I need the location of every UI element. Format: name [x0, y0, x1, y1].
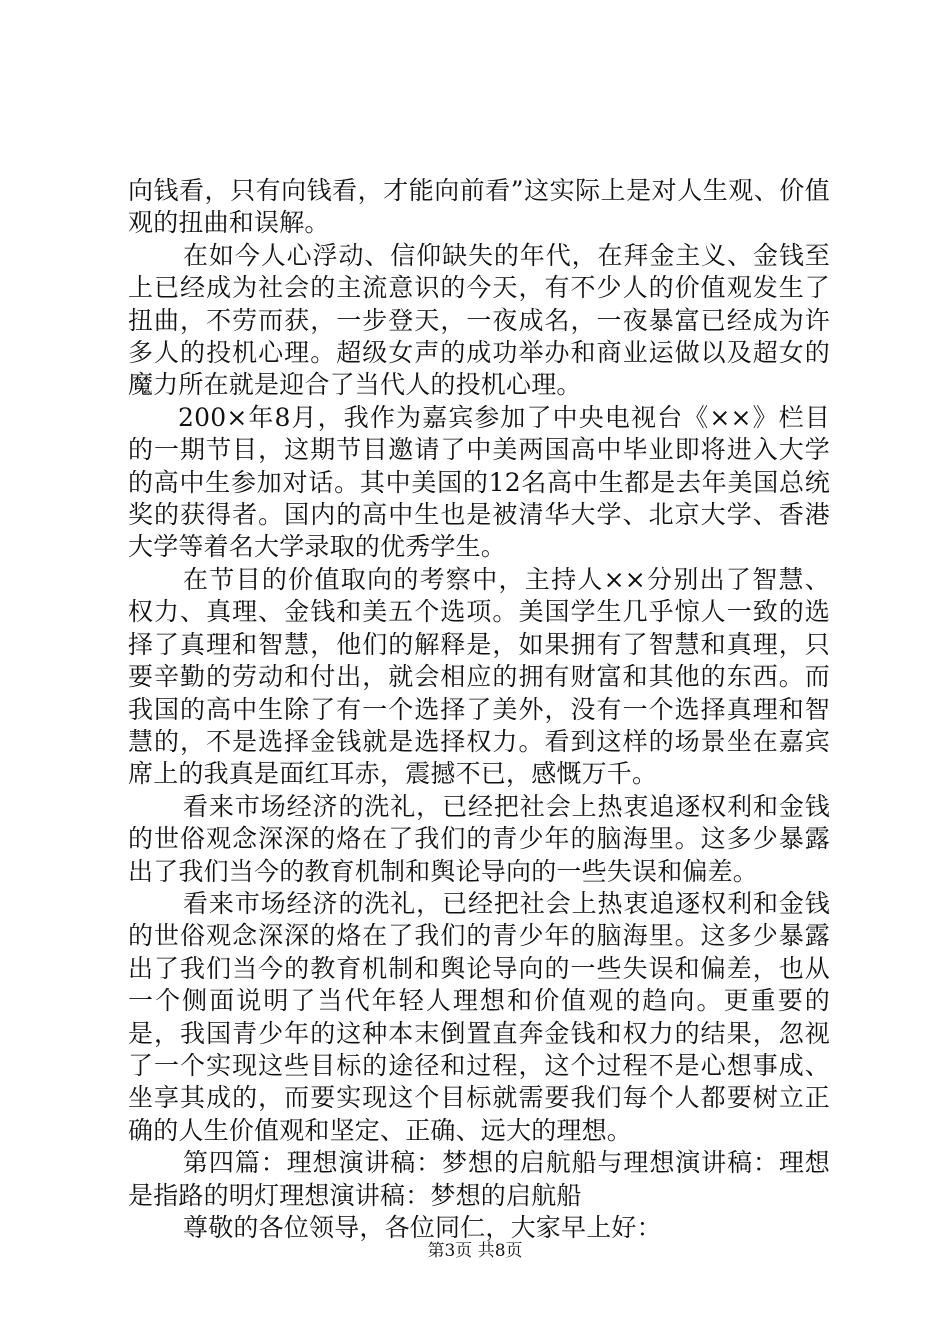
page-number: 第3页 共8页 — [427, 1241, 523, 1261]
paragraph: 看来市场经济的洗礼，已经把社会上热衷追逐权利和金钱的世俗观念深深的烙在了我们的青少年的脑海里。这多少暴露出了我们当今的教育机制和舆论导向的一些失误和偏差，也从一个侧面说明了当代年轻人理想和价值观的趋向。更重要的是，我国青少年的这种本末倒置直奔金钱和权力的结果，忽视了一个实现这些目标的途径和过程，这个过程不是心想事成、坐享其成的，而要实现这个目标就需要我们每个人都要树立正确的人生价值观和坚定、正确、远大的理想。 — [128, 888, 830, 1145]
greeting: 尊敬的各位领导，各位同仁，大家早上好： — [183, 1213, 662, 1242]
paragraph: 200×年8月，我作为嘉宾参加了中央电视台《××》栏目的一期节目，这期节目邀请了中美两国高中毕业即将进入大学的高中生参加对话。其中美国的12名高中生都是去年美国总统奖的获得者。国内的高中生也是被清华大学、北京大学、香港大学等着名大学录取的优秀学生。 — [128, 402, 830, 562]
paragraph: 看来市场经济的洗礼，已经把社会上热衷追逐权利和金钱的世俗观念深深的烙在了我们的青少年的脑海里。这多少暴露出了我们当今的教育机制和舆论导向的一些失误和偏差。 — [128, 791, 830, 886]
paragraph: 向钱看，只有向钱看，才能向前看”这实际上是对人生观、价值观的扭曲和误解。 — [128, 176, 830, 238]
document-body — [128, 175, 830, 1244]
paragraph: 在节目的价值取向的考察中，主持人××分别出了智慧、权力、真理、金钱和美五个选项。美国学生几乎惊人一致的选择了真理和智慧，他们的解释是，如果拥有了智慧和真理，只要辛勤的劳动和付出，就会相应的拥有财富和其他的东西。而我国的高中生除了有一个选择了美外，没有一个选择真理和智慧的，不是选择金钱就是选择权力。看到这样的场景坐在嘉宾席上的我真是面红耳赤，震撼不已，感慨万千。 — [128, 564, 830, 789]
section-heading: 第四篇：理想演讲稿：梦想的启航船与理想演讲稿：理想是指路的明灯理想演讲稿：梦想的启航船 — [128, 1148, 830, 1210]
paragraph: 在如今人心浮动、信仰缺失的年代，在拜金主义、金钱至上已经成为社会的主流意识的今天，有不少人的价值观发生了扭曲，不劳而获，一步登天，一夜成名，一夜暴富已经成为许多人的投机心理。超级女声的成功举办和商业运做以及超女的魔力所在就是迎合了当代人的投机心理。 — [128, 240, 830, 400]
